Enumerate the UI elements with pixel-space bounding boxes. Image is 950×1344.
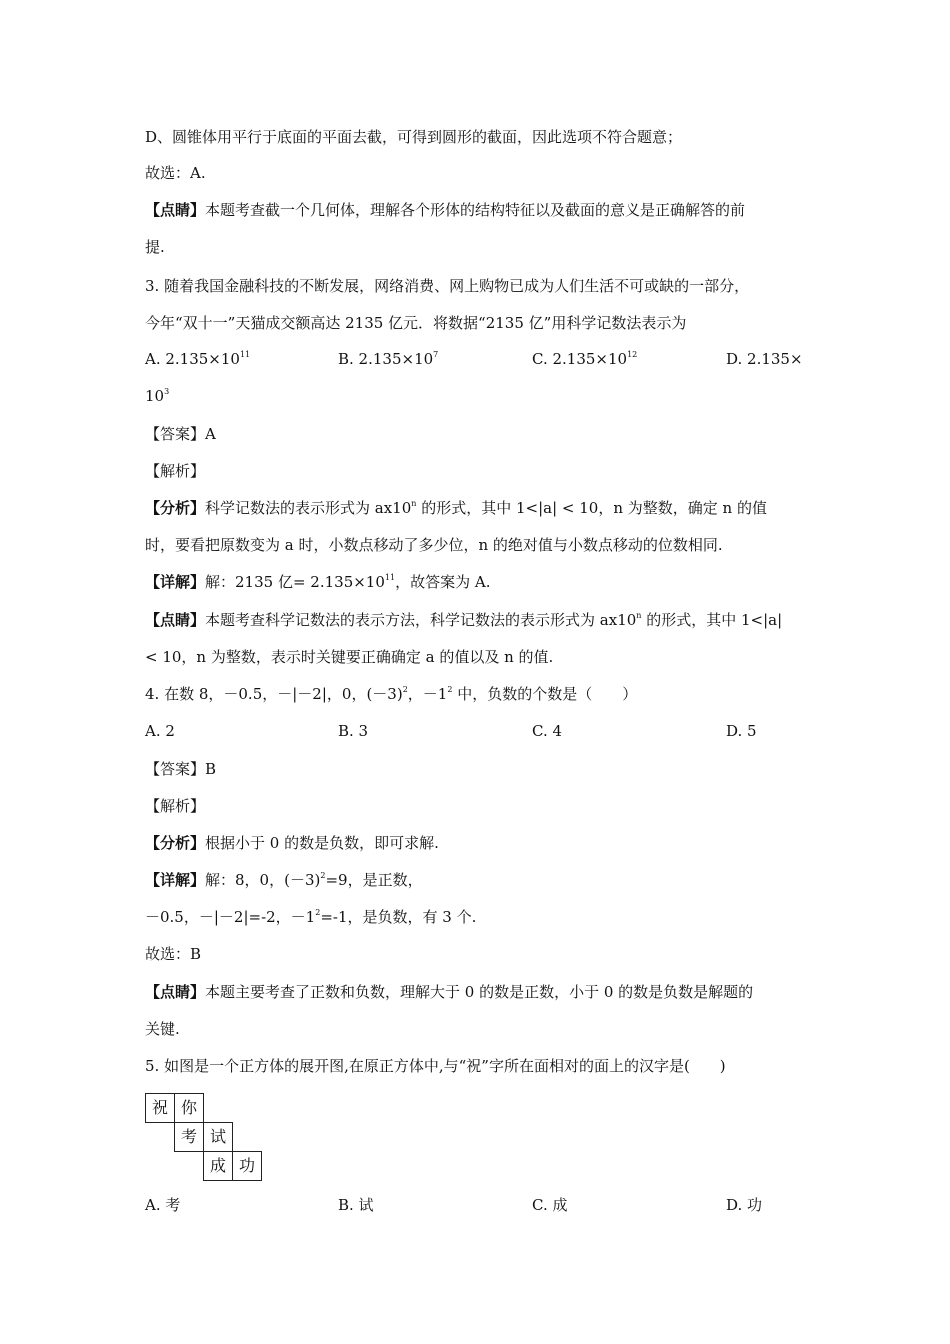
cube-face: 试 — [203, 1122, 233, 1152]
q3-note: 【点睛】本题考查科学记数法的表示方法，科学记数法的表示形式为 ax10$^n$ 的形式，其中 1<|a| — [145, 611, 783, 629]
q5-option-b: B. 试 — [338, 1196, 374, 1214]
note-text: 本题考查截一个几何体，理解各个形体的结构特征以及截面的意义是正确解答的前 — [205, 201, 746, 219]
q4-option-c: C. 4 — [532, 722, 563, 740]
q3-option-d-cont: $10^3$ — [145, 387, 170, 405]
q3-option-d: D. 2.135× — [726, 350, 803, 368]
question-4-stem: 4. 在数 8，－0.5，－|－2|，0，$(-3)^2$，$-1^2$ 中，负数的个数是（ ） — [145, 685, 638, 703]
q4-note: 关键. — [145, 1020, 180, 1038]
q3-option-a: A. $2.135\times 10^{11}$ — [145, 350, 251, 368]
q5-option-c: C. 成 — [532, 1196, 568, 1214]
q4-analysis-heading: 【解析】 — [145, 797, 206, 815]
q4-detail: －0.5，－|－2|=-2，$-1^2=-1$，是负数，有 3 个. — [145, 908, 477, 926]
q4-conclusion: 故选：B — [145, 945, 202, 963]
q5-option-a: A. 考 — [145, 1196, 181, 1214]
q4-detail: 【详解】解：8，0，$(-3)^2=9$，是正数， — [145, 871, 423, 889]
question-3-stem: 3. 随着我国金融科技的不断发展，网络消费、网上购物已成为人们生活不可或缺的一部分， — [145, 277, 750, 295]
q3-analysis-heading: 【解析】 — [145, 462, 206, 480]
text-line: 提. — [145, 238, 165, 256]
question-5-stem: 5. 如图是一个正方体的展开图,在原正方体中,与“祝”字所在面相对的面上的汉字是( ) — [145, 1057, 726, 1075]
q3-option-c: C. $2.135\times 10^{12}$ — [532, 350, 638, 368]
text-line: D、圆锥体用平行于底面的平面去截，可得到圆形的截面，因此选项不符合题意； — [145, 128, 683, 146]
q3-analysis: 【分析】科学记数法的表示形式为 ax10$^n$ 的形式，其中 1<|a| < 10，n 为整数，确定 n 的值 — [145, 499, 767, 517]
q3-analysis: 时，要看把原数变为 a 时，小数点移动了多少位，n 的绝对值与小数点移动的位数相同. — [145, 536, 723, 554]
q3-detail: 【详解】解：2135 亿= $2.135\times 10^{11}$，故答案为 A. — [145, 573, 491, 591]
q4-analysis: 【分析】根据小于 0 的数是负数，即可求解. — [145, 834, 439, 852]
q5-option-d: D. 功 — [726, 1196, 763, 1214]
cube-face: 考 — [174, 1122, 204, 1152]
q3-note: < 10，n 为整数，表示时关键要正确确定 a 的值以及 n 的值. — [145, 648, 554, 666]
note-tag: 【点睛】 — [145, 201, 206, 219]
q3-option-b: B. $2.135\times 10^7$ — [338, 350, 439, 368]
q4-note: 【点睛】本题主要考查了正数和负数，理解大于 0 的数是正数，小于 0 的数是负数是解题的 — [145, 983, 754, 1001]
cube-face: 祝 — [145, 1093, 175, 1123]
q4-option-a: A. 2 — [145, 722, 175, 740]
q3-answer: 【答案】A — [145, 425, 216, 443]
cube-net-figure — [145, 1093, 265, 1183]
cube-face: 成 — [203, 1151, 233, 1181]
q4-answer: 【答案】B — [145, 760, 217, 778]
cube-face: 功 — [232, 1151, 262, 1181]
question-3-stem: 今年“双十一”天猫成交额高达 2135 亿元．将数据“2135 亿”用科学记数法表示为 — [145, 314, 687, 332]
q4-option-b: B. 3 — [338, 722, 369, 740]
cube-face: 你 — [174, 1093, 204, 1123]
text-line — [145, 200, 745, 220]
text-line: 故选：A. — [145, 164, 206, 182]
q4-option-d: D. 5 — [726, 722, 757, 740]
